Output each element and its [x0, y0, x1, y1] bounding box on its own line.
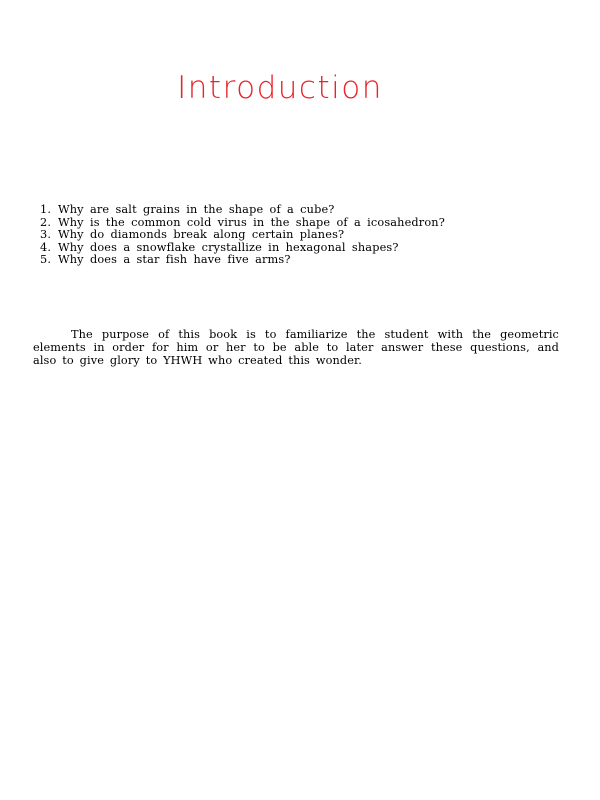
- list-item-number: 3.: [40, 228, 52, 242]
- page-title: Introduction: [177, 70, 383, 106]
- list-item-text: Why does a snowflake crystallize in hexagonal shapes?: [58, 240, 399, 254]
- list-item-text: Why do diamonds break along certain planes?: [58, 228, 345, 242]
- list-item-text: Why is the common cold virus in the shape of a icosahedron?: [58, 215, 445, 229]
- purpose-paragraph: The purpose of this book is to familiarize the student with the geometric elements in order for him or her to be able to later answer these questions, and also to give glory to YHWH who created this wonder.: [33, 328, 559, 368]
- list-item-number: 2.: [40, 215, 52, 229]
- list-item: [40, 254, 445, 267]
- list-item-number: 4.: [40, 240, 52, 254]
- question-list: [40, 204, 445, 267]
- list-item-text: Why does a star fish have five arms?: [58, 253, 291, 267]
- list-item-number: 5.: [40, 253, 52, 267]
- list-item-text: Why are salt grains in the shape of a cube?: [58, 203, 335, 216]
- list-item-number: 1.: [40, 203, 52, 216]
